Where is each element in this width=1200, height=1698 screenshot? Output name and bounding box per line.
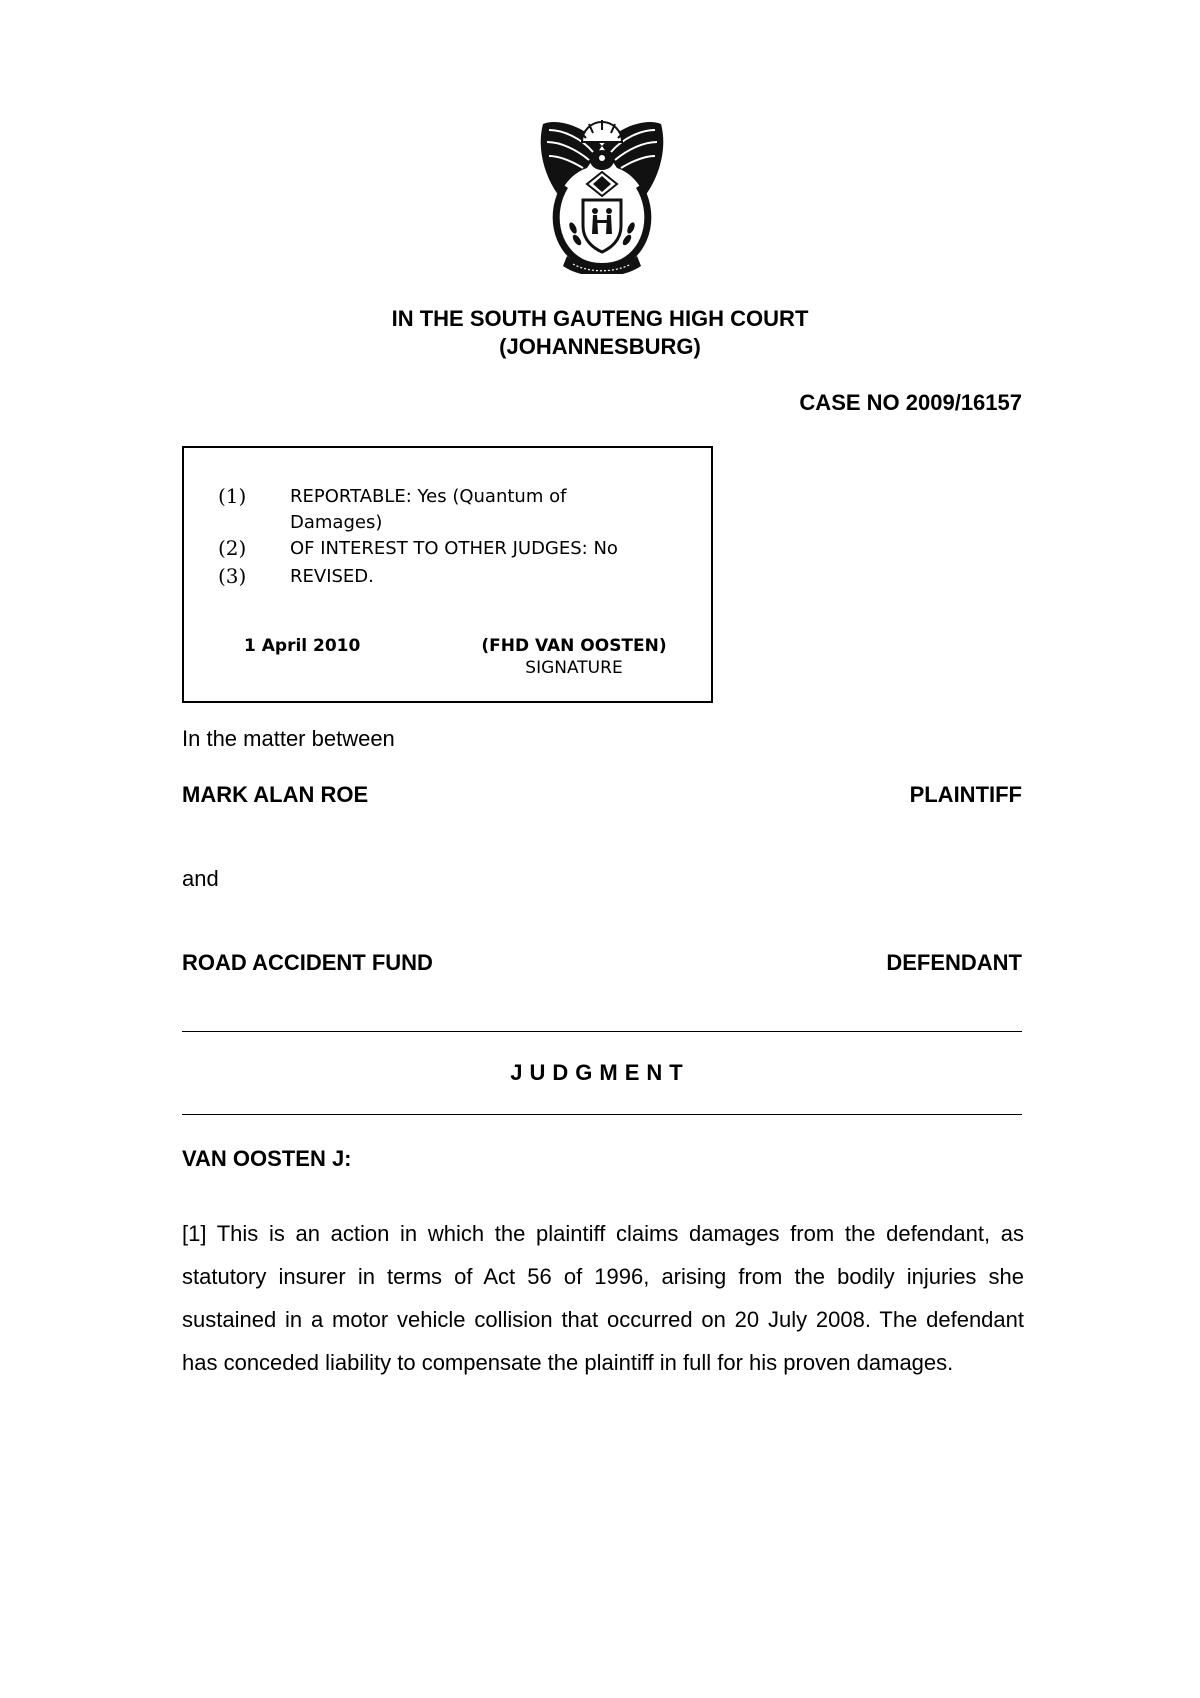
status-item-text: REPORTABLE: Yes (Quantum of Damages) [290,486,567,533]
status-item-text: REVISED. [290,566,374,587]
divider-top [182,1031,1022,1032]
status-item-text: OF INTEREST TO OTHER JUDGES: No [290,538,618,559]
judgment-date: 1 April 2010 [244,636,361,656]
defendant-role: DEFENDANT [886,950,1022,975]
defendant-name: ROAD ACCIDENT FUND [182,950,433,975]
conjunction: and [182,866,219,891]
judge-name: VAN OOSTEN J: [182,1146,352,1171]
divider-bottom [182,1114,1022,1115]
court-name: IN THE SOUTH GAUTENG HIGH COURT [391,306,809,331]
reportable-status-box [182,446,713,703]
case-number: CASE NO 2009/16157 [799,390,1022,415]
status-item-number: (3) [218,564,247,588]
judgment-heading: JUDGMENT [510,1060,690,1085]
matter-intro: In the matter between [182,726,395,751]
signatory-name: (FHD VAN OOSTEN) [481,636,667,656]
plaintiff-role: PLAINTIFF [909,782,1022,807]
signature-label: SIGNATURE [525,658,623,678]
plaintiff-name: MARK ALAN ROE [182,782,369,807]
status-item-number: (2) [218,536,247,560]
coat-of-arms-emblem [535,116,669,274]
judgment-paragraph-1: [1] This is an action in which the plaintiff claims damages from the defendant, as statutory insurer in terms of Act 56 of 1996, arising from the bodily injuries she sustained in a motor vehicle collision that occurred on 20 July 2008. The defendant has conceded liability to compensate the plaintiff in full for his proven damages. [182,1221,1024,1375]
status-item-number: (1) [218,484,247,508]
court-location: (JOHANNESBURG) [499,334,701,359]
